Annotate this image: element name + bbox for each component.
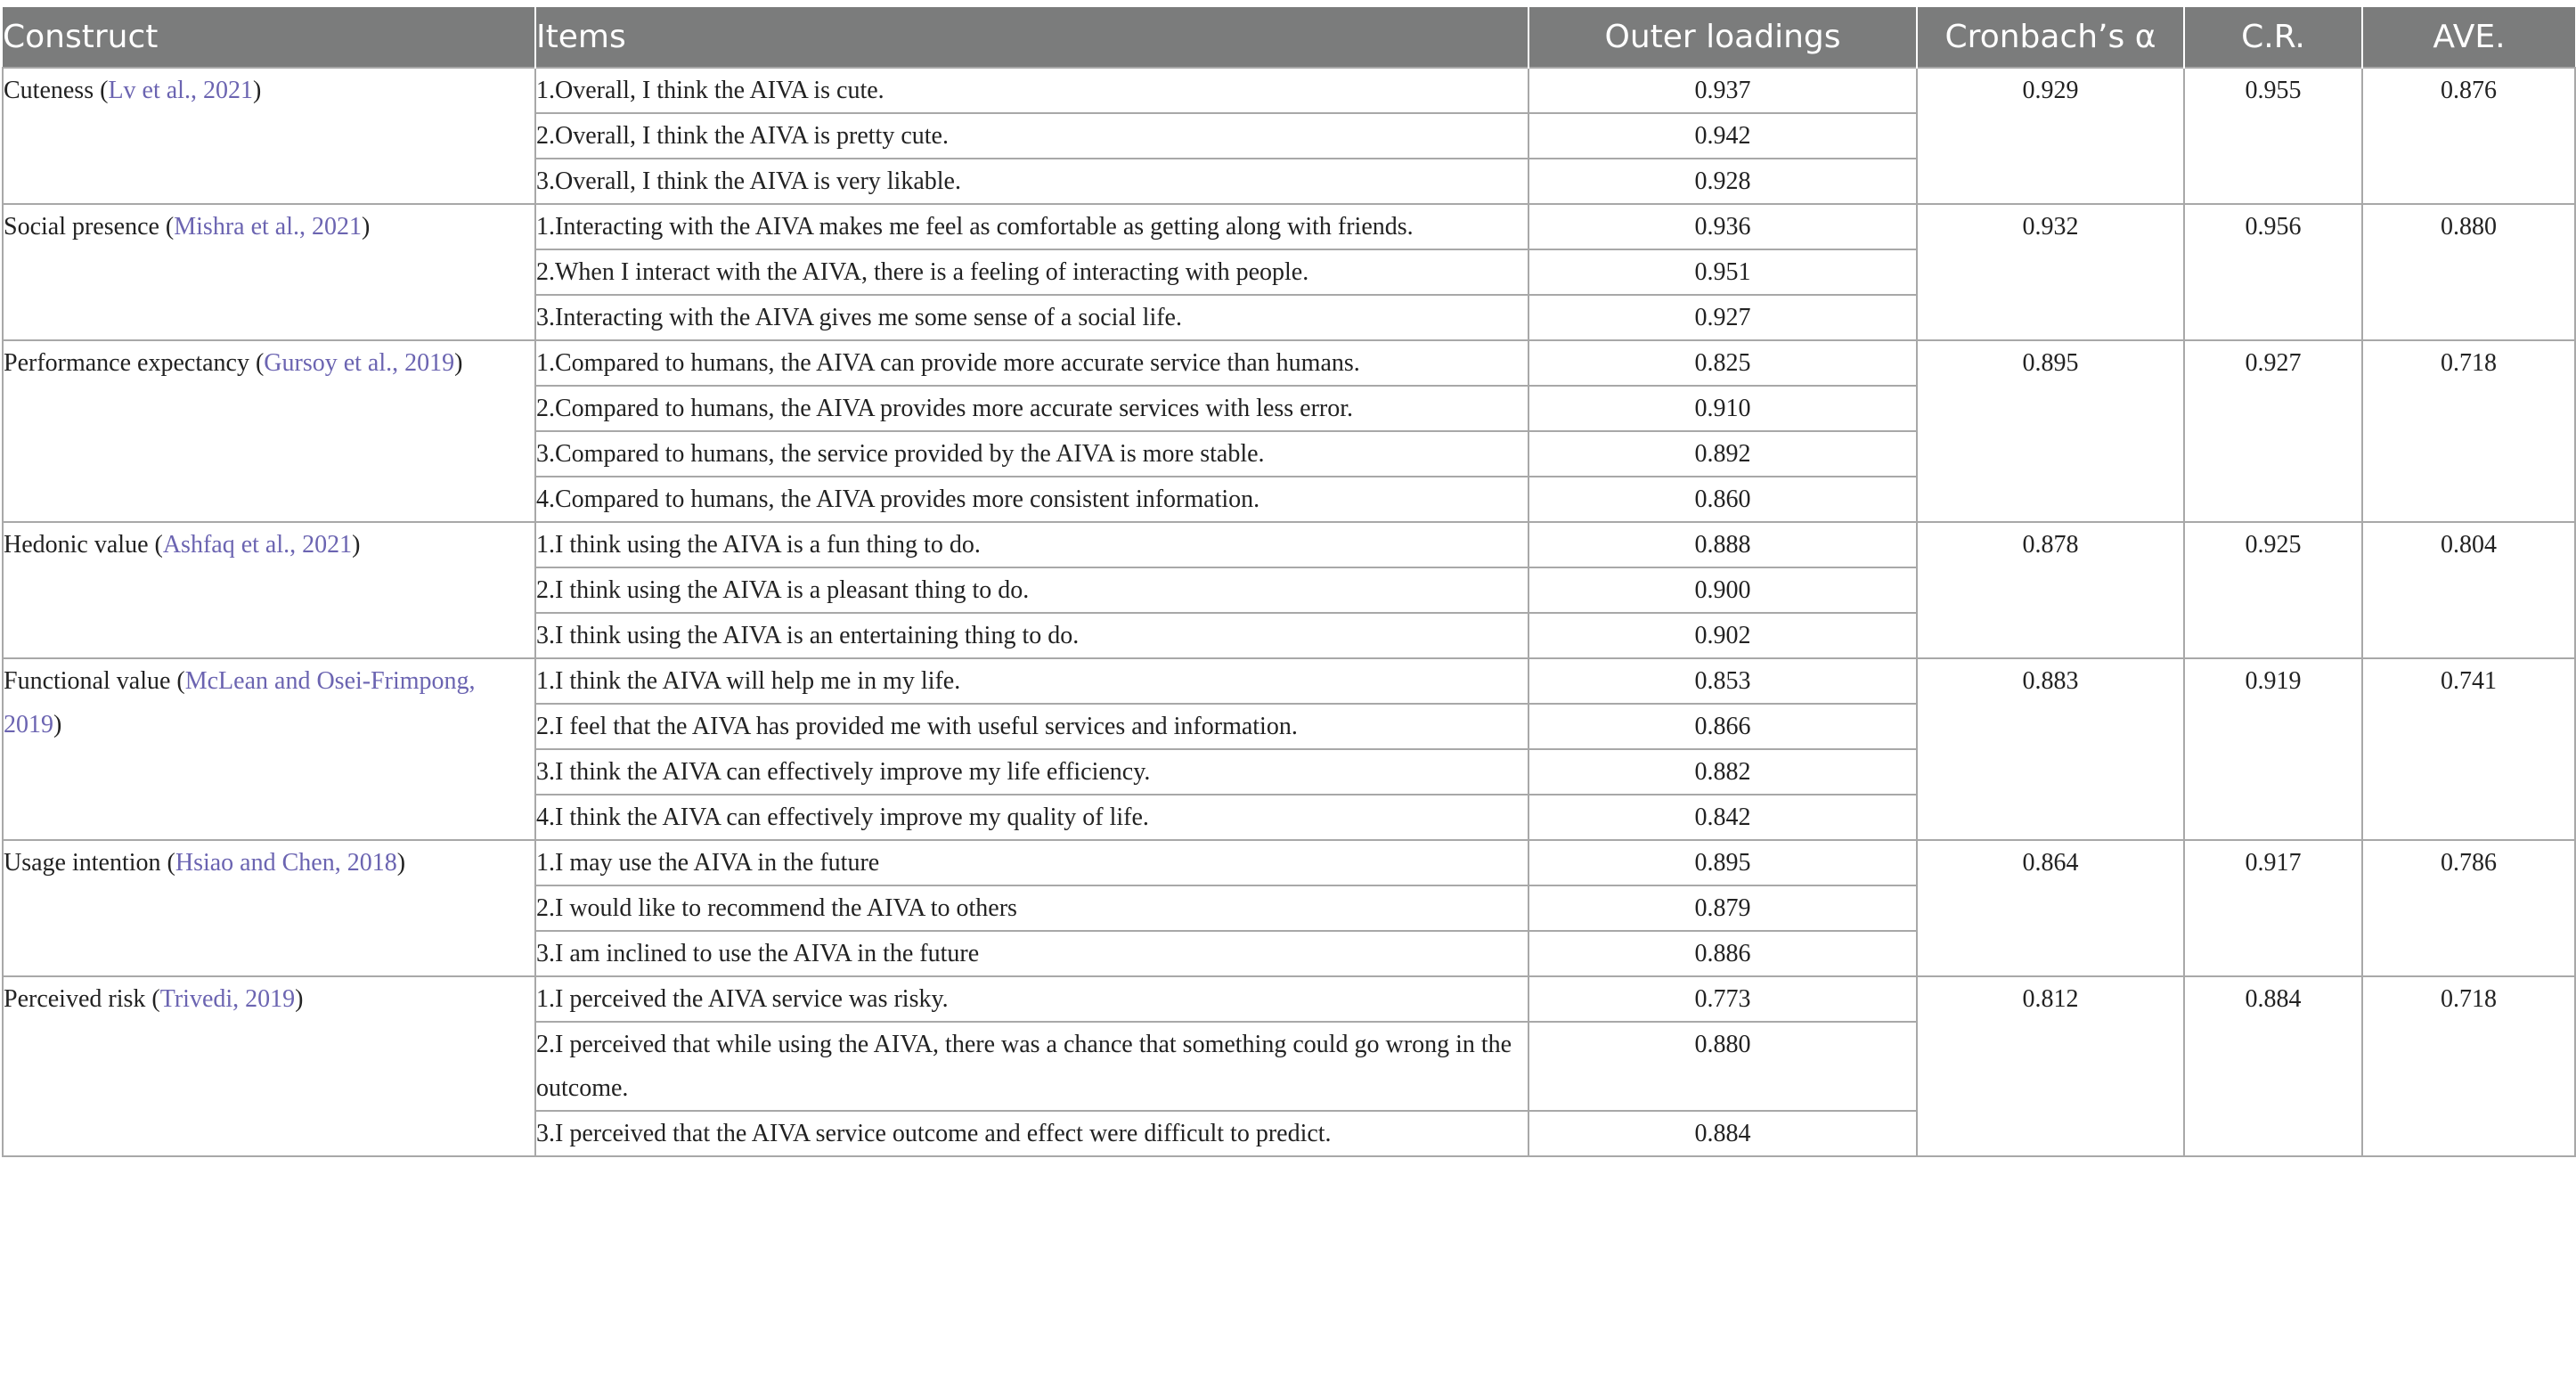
table-row — [3, 840, 2575, 885]
item-text: 3.Interacting with the AIVA gives me some sense of a social life. — [535, 295, 1528, 340]
construct-name: Performance expectancy — [4, 349, 249, 377]
table-row — [3, 68, 2575, 113]
paren-close: ) — [352, 531, 361, 559]
outer-loading-value: 0.895 — [1528, 840, 1917, 885]
item-text: 1.Interacting with the AIVA makes me feel as comfortable as getting along with friends. — [535, 204, 1528, 249]
item-text: 2.Compared to humans, the AIVA provides more accurate services with less error. — [535, 386, 1528, 431]
alpha-value: 0.864 — [1917, 840, 2184, 976]
construct-cell — [3, 340, 535, 522]
header-items: Items — [535, 7, 1528, 68]
table-row — [3, 204, 2575, 249]
construct-name: Functional value — [4, 667, 171, 695]
item-text: 1.I perceived the AIVA service was risky. — [535, 976, 1528, 1022]
paren-open: ( — [249, 349, 265, 377]
paren-close: ) — [454, 349, 463, 377]
item-text: 3.Compared to humans, the service provided by the AIVA is more stable. — [535, 431, 1528, 477]
item-text: 1.I think using the AIVA is a fun thing to do. — [535, 522, 1528, 567]
outer-loading-value: 0.879 — [1528, 885, 1917, 931]
outer-loading-value: 0.880 — [1528, 1022, 1917, 1111]
outer-loading-value: 0.927 — [1528, 295, 1917, 340]
item-text: 3.I think using the AIVA is an entertaining thing to do. — [535, 613, 1528, 658]
outer-loading-value: 0.937 — [1528, 68, 1917, 113]
outer-loading-value: 0.853 — [1528, 658, 1917, 704]
item-text: 3.I think the AIVA can effectively improve my life efficiency. — [535, 749, 1528, 795]
outer-loading-value: 0.928 — [1528, 159, 1917, 204]
cr-value: 0.925 — [2184, 522, 2362, 658]
item-text: 4.Compared to humans, the AIVA provides more consistent information. — [535, 477, 1528, 522]
item-text: 2.When I interact with the AIVA, there is a feeling of interacting with people. — [535, 249, 1528, 295]
alpha-value: 0.932 — [1917, 204, 2184, 340]
paren-open: ( — [148, 531, 163, 559]
paren-open: ( — [160, 849, 175, 877]
outer-loading-value: 0.892 — [1528, 431, 1917, 477]
item-text: 1.Overall, I think the AIVA is cute. — [535, 68, 1528, 113]
outer-loading-value: 0.773 — [1528, 976, 1917, 1022]
header-row — [3, 7, 2575, 68]
paren-close: ) — [362, 213, 371, 241]
item-text: 2.I think using the AIVA is a pleasant thing to do. — [535, 567, 1528, 613]
citation-link[interactable]: Lv et al., 2021 — [108, 77, 253, 104]
item-text: 3.I perceived that the AIVA service outcome and effect were difficult to predict. — [535, 1111, 1528, 1156]
paren-close: ) — [53, 711, 62, 738]
outer-loading-value: 0.884 — [1528, 1111, 1917, 1156]
table-row — [3, 658, 2575, 704]
construct-name: Perceived risk — [4, 985, 146, 1013]
ave-value: 0.804 — [2362, 522, 2575, 658]
alpha-value: 0.878 — [1917, 522, 2184, 658]
citation-link[interactable]: Mishra et al., 2021 — [174, 213, 362, 241]
header-construct: Construct — [3, 7, 535, 68]
citation-link[interactable]: Gursoy et al., 2019 — [264, 349, 455, 377]
outer-loading-value: 0.842 — [1528, 795, 1917, 840]
item-text: 3.Overall, I think the AIVA is very likable. — [535, 159, 1528, 204]
table-row — [3, 340, 2575, 386]
item-text: 1.I think the AIVA will help me in my life. — [535, 658, 1528, 704]
citation-link[interactable]: Hsiao and Chen, 2018 — [175, 849, 397, 877]
header-cr: C.R. — [2184, 7, 2362, 68]
cr-value: 0.917 — [2184, 840, 2362, 976]
construct-cell — [3, 68, 535, 204]
citation-link[interactable]: McLean and Osei-Frimpong, 2019 — [4, 667, 476, 738]
outer-loading-value: 0.825 — [1528, 340, 1917, 386]
cr-value: 0.955 — [2184, 68, 2362, 204]
construct-name: Social presence — [4, 213, 159, 241]
ave-value: 0.786 — [2362, 840, 2575, 976]
item-text: 3.I am inclined to use the AIVA in the future — [535, 931, 1528, 976]
reliability-table — [2, 7, 2576, 1157]
ave-value: 0.880 — [2362, 204, 2575, 340]
outer-loading-value: 0.888 — [1528, 522, 1917, 567]
paren-open: ( — [170, 667, 185, 695]
outer-loading-value: 0.951 — [1528, 249, 1917, 295]
paren-open: ( — [145, 985, 160, 1013]
item-text: 1.Compared to humans, the AIVA can provide more accurate service than humans. — [535, 340, 1528, 386]
alpha-value: 0.883 — [1917, 658, 2184, 840]
outer-loading-value: 0.860 — [1528, 477, 1917, 522]
item-text: 1.I may use the AIVA in the future — [535, 840, 1528, 885]
outer-loading-value: 0.882 — [1528, 749, 1917, 795]
outer-loading-value: 0.942 — [1528, 113, 1917, 159]
alpha-value: 0.812 — [1917, 976, 2184, 1156]
construct-name: Hedonic value — [4, 531, 149, 559]
header-ave: AVE. — [2362, 7, 2575, 68]
paren-close: ) — [396, 849, 406, 877]
ave-value: 0.741 — [2362, 658, 2575, 840]
ave-value: 0.718 — [2362, 976, 2575, 1156]
cr-value: 0.927 — [2184, 340, 2362, 522]
outer-loading-value: 0.936 — [1528, 204, 1917, 249]
ave-value: 0.876 — [2362, 68, 2575, 204]
citation-link[interactable]: Trivedi, 2019 — [159, 985, 296, 1013]
outer-loading-value: 0.866 — [1528, 704, 1917, 749]
item-text: 2.I feel that the AIVA has provided me with useful services and information. — [535, 704, 1528, 749]
construct-cell — [3, 204, 535, 340]
cr-value: 0.919 — [2184, 658, 2362, 840]
construct-cell — [3, 522, 535, 658]
table-row — [3, 976, 2575, 1022]
alpha-value: 0.929 — [1917, 68, 2184, 204]
header-cronbach-alpha: Cronbach’s α — [1917, 7, 2184, 68]
item-text: 2.Overall, I think the AIVA is pretty cute. — [535, 113, 1528, 159]
item-text: 2.I would like to recommend the AIVA to others — [535, 885, 1528, 931]
cr-value: 0.884 — [2184, 976, 2362, 1156]
ave-value: 0.718 — [2362, 340, 2575, 522]
construct-name: Cuteness — [4, 77, 94, 104]
outer-loading-value: 0.900 — [1528, 567, 1917, 613]
paren-open: ( — [94, 77, 109, 104]
outer-loading-value: 0.902 — [1528, 613, 1917, 658]
construct-cell — [3, 976, 535, 1156]
outer-loading-value: 0.886 — [1528, 931, 1917, 976]
outer-loading-value: 0.910 — [1528, 386, 1917, 431]
construct-cell — [3, 658, 535, 840]
paren-open: ( — [159, 213, 175, 241]
alpha-value: 0.895 — [1917, 340, 2184, 522]
item-text: 2.I perceived that while using the AIVA, there was a chance that something could go wrong in the outcome. — [535, 1022, 1528, 1111]
item-text: 4.I think the AIVA can effectively improve my quality of life. — [535, 795, 1528, 840]
paren-close: ) — [252, 77, 262, 104]
table-body — [3, 68, 2575, 1156]
citation-link[interactable]: Ashfaq et al., 2021 — [162, 531, 353, 559]
construct-name: Usage intention — [4, 849, 161, 877]
paren-close: ) — [295, 985, 304, 1013]
construct-cell — [3, 840, 535, 976]
cr-value: 0.956 — [2184, 204, 2362, 340]
table-row — [3, 522, 2575, 567]
header-outer-loadings: Outer loadings — [1528, 7, 1917, 68]
